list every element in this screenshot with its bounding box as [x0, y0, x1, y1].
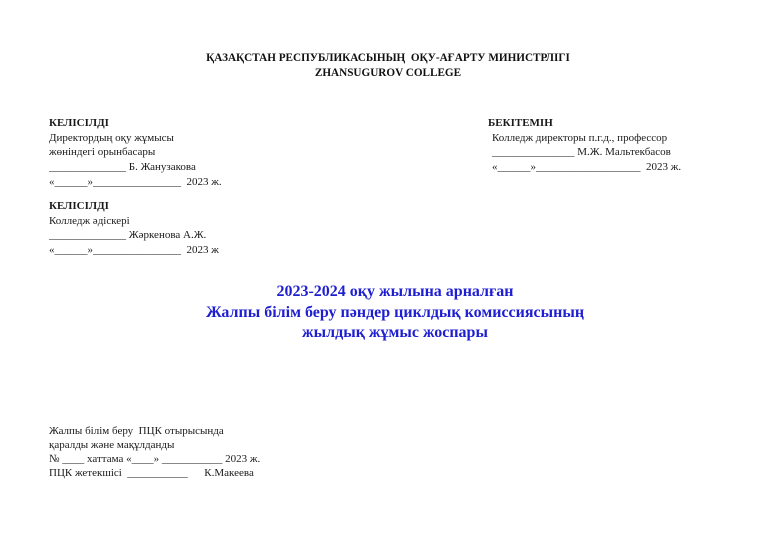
agreement-block-bottom	[49, 199, 279, 258]
agreed2-signature-line: ______________ Жәркенова А.Ж.	[49, 229, 207, 242]
approve-signature-line: _______________ М.Ж. Мальтекбасов	[492, 146, 671, 159]
document-header	[8, 51, 768, 80]
approve-date-line: «______»___________________ 2023 ж.	[492, 161, 682, 174]
agreed-label: КЕЛІСІЛДІ	[49, 117, 109, 129]
agreement-block-top	[49, 116, 279, 190]
agreed-date-line: «______»________________ 2023 ж.	[49, 175, 222, 188]
footer-protocol-line: № ____ хаттама «____» ___________ 2023 ж.	[49, 453, 261, 466]
review-footer	[49, 424, 349, 480]
footer-line-2: қаралды және мақұлданды	[49, 439, 175, 452]
work-plan-title	[22, 282, 768, 344]
approve-label: БЕКІТЕМІН	[488, 117, 553, 129]
approve-role-line: Колледж директоры п.г.д., профессор	[492, 131, 668, 144]
agreed2-role-line: Колледж әдіскері	[49, 214, 130, 227]
footer-line-1: Жалпы білім беру ПЦК отырысында	[49, 425, 224, 437]
footer-head-line: ПЦК жетекшісі ___________ К.Макеева	[49, 467, 254, 480]
title-line-3: жылдық жұмыс жоспары	[302, 324, 488, 341]
agreed2-label: КЕЛІСІЛДІ	[49, 200, 109, 212]
title-line-1: 2023-2024 оқу жылына арналған	[276, 283, 514, 300]
approval-block	[488, 116, 738, 175]
agreed-signature-line: ______________ Б. Жанузакова	[49, 161, 196, 174]
title-line-2: Жалпы білім беру пәндер циклдық комиссиясының	[205, 303, 585, 321]
agreed-role-line-1: Директордың оқу жұмысы	[49, 131, 174, 144]
ministry-name: ҚАЗАҚСТАН РЕСПУБЛИКАСЫНЫҢ ОҚУ-АҒАРТУ МИНИСТРЛІГІ	[206, 52, 570, 64]
agreed2-date-line: «______»________________ 2023 ж	[49, 244, 219, 257]
college-name: ZHANSUGUROV COLLEGE	[314, 66, 462, 79]
agreed-role-line-2: жөніндегі орынбасары	[49, 146, 156, 159]
